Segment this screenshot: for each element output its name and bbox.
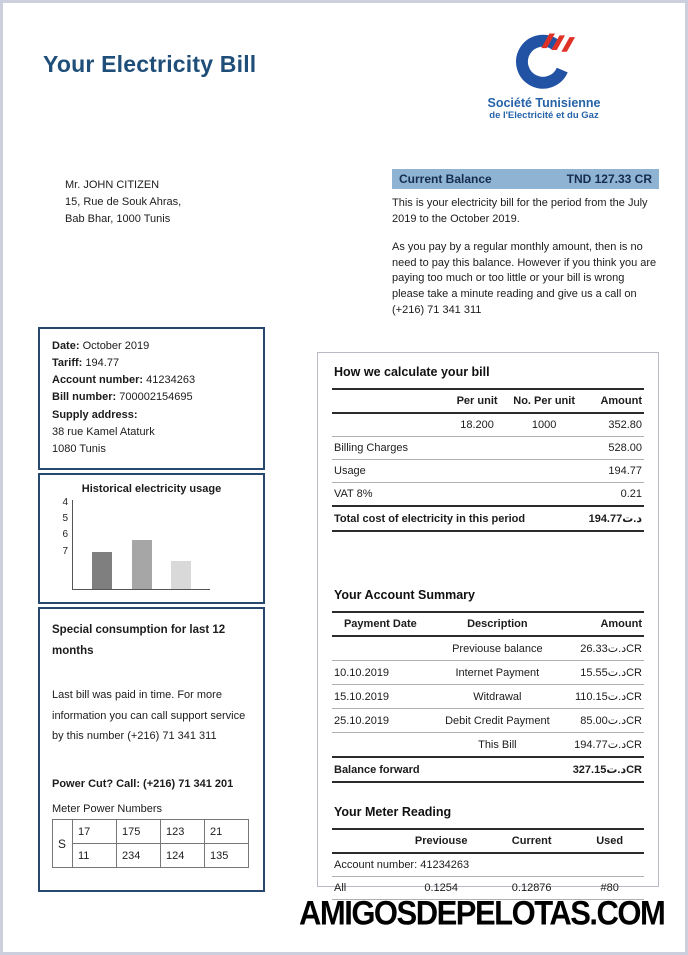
col-header-amount: Amount — [566, 612, 644, 636]
col-header-no-per-unit: No. Per unit — [507, 389, 582, 413]
payment-description: Internet Payment — [429, 661, 566, 685]
payment-amount: د.ت110.15CR — [566, 685, 644, 709]
table-row — [332, 733, 644, 758]
balance-forward-label: Balance forward — [332, 757, 566, 782]
meter-power-numbers-label: Meter Power Numbers — [52, 803, 163, 816]
special-consumption-box — [38, 607, 265, 892]
summary-section-title: Your Account Summary — [334, 588, 475, 602]
table-row — [332, 853, 644, 877]
account-info-box — [38, 327, 265, 470]
current-balance-amount: TND 127.33 CR — [566, 172, 652, 186]
payment-note-text: As you pay by a regular monthly amount, then is no need to pay this balance. However if you think you are paying too much or too little or your bill is wrong please take a minute reading and give us a call on (+216) 71 341 311 — [392, 241, 657, 316]
table-row — [332, 437, 644, 460]
payment-date: 25.10.2019 — [332, 709, 429, 733]
payment-amount: د.ت26.33CR — [566, 636, 644, 661]
meter-row-label: All — [332, 877, 394, 900]
charge-label: Usage — [332, 460, 582, 483]
billing-period-text: This is your electricity bill for the period from the July 2019 to the October 2019. — [392, 197, 648, 225]
col-header-previous: Previouse — [394, 829, 488, 853]
meter-cell: 17 — [73, 820, 117, 844]
table-row — [53, 820, 249, 844]
current-balance-section — [392, 169, 659, 318]
payment-amount: د.ت194.77CR — [566, 733, 644, 758]
table-row — [332, 413, 644, 437]
customer-address-line1: 15, Rue de Souk Ahras, — [65, 196, 182, 209]
table-header-row — [332, 829, 644, 853]
table-row — [332, 709, 644, 733]
meter-section-title: Your Meter Reading — [334, 805, 452, 819]
balance-forward-row — [332, 757, 644, 782]
calc-section-title: How we calculate your bill — [334, 365, 490, 379]
payment-date: 15.10.2019 — [332, 685, 429, 709]
payment-description: This Bill — [429, 733, 566, 758]
historical-usage-chart — [38, 473, 265, 604]
line-amount: 352.80 — [582, 413, 644, 437]
charge-label: VAT 8% — [332, 483, 582, 507]
total-label: Total cost of electricity in this period — [332, 506, 582, 531]
info-line-street: 38 rue Kamel Ataturk — [52, 425, 155, 438]
usage-bar — [92, 552, 112, 589]
meter-account-number: Account number: 41234263 — [332, 853, 644, 877]
page-title: Your Electricity Bill — [43, 51, 257, 77]
col-header-blank — [332, 829, 394, 853]
table-row — [53, 844, 249, 868]
meter-reading-table — [332, 828, 644, 900]
payment-amount: د.ت85.00CR — [566, 709, 644, 733]
meter-cell: 11 — [73, 844, 117, 868]
table-row — [332, 636, 644, 661]
info-line-bill-number: Bill number: 700002154695 — [52, 391, 193, 404]
balance-forward-amount: د.ت327.15CR — [566, 757, 644, 782]
meter-cell: 21 — [205, 820, 249, 844]
charge-label: Billing Charges — [332, 437, 582, 460]
y-tick: 5 — [62, 513, 68, 524]
info-line-account-number: Account number: 41234263 — [52, 374, 196, 387]
payment-amount: د.ت15.55CR — [566, 661, 644, 685]
calc-table — [332, 388, 644, 532]
customer-address-line2: Bab Bhar, 1000 Tunis — [65, 213, 171, 226]
y-tick: 4 — [62, 497, 68, 508]
chart-bars — [72, 500, 210, 590]
payment-date: 10.10.2019 — [332, 661, 429, 685]
payment-description: Witdrawal — [429, 685, 566, 709]
usage-bar — [171, 561, 191, 589]
power-cut-phone: Power Cut? Call: (+216) 71 341 201 — [52, 778, 234, 791]
col-header-blank — [332, 389, 447, 413]
col-header-payment-date: Payment Date — [332, 612, 429, 636]
chart-title: Historical electricity usage — [81, 483, 222, 495]
logo-company-subtitle: de l'Electricité et du Gaz — [489, 110, 599, 121]
meter-previous-value: 0.1254 — [394, 877, 488, 900]
table-row — [332, 661, 644, 685]
col-header-per-unit: Per unit — [447, 389, 506, 413]
steg-logo-icon — [502, 31, 586, 89]
col-header-current: Current — [488, 829, 575, 853]
table-row — [332, 483, 644, 507]
meter-corner-cell: S — [53, 820, 73, 868]
chart-y-axis — [56, 497, 72, 590]
meter-power-numbers-table — [52, 819, 249, 868]
meter-used-value: #80 — [575, 877, 644, 900]
total-amount: د.ت194.77 — [582, 506, 644, 531]
customer-address-block — [65, 177, 181, 228]
payment-date — [332, 636, 429, 661]
charge-amount: 0.21 — [582, 483, 644, 507]
col-header-amount: Amount — [582, 389, 644, 413]
charge-amount: 194.77 — [582, 460, 644, 483]
col-header-description: Description — [429, 612, 566, 636]
y-tick: 6 — [62, 529, 68, 540]
table-row — [332, 685, 644, 709]
meter-cell: 175 — [117, 820, 161, 844]
table-header-row — [332, 389, 644, 413]
meter-cell: 123 — [161, 820, 205, 844]
total-row — [332, 506, 644, 531]
meter-cell: 124 — [161, 844, 205, 868]
table-row — [332, 460, 644, 483]
info-line-city: 1080 Tunis — [52, 442, 106, 455]
payment-description: Debit Credit Payment — [429, 709, 566, 733]
current-balance-label: Current Balance — [399, 172, 492, 186]
y-tick: 7 — [62, 546, 68, 557]
meter-current-value: 0.12876 — [488, 877, 575, 900]
chart-plot-area — [56, 497, 263, 590]
info-line-supply-address: Supply address: — [52, 408, 138, 421]
site-watermark: AMIGOSDEPELOTAS.COM — [299, 893, 665, 933]
account-summary-table — [332, 611, 644, 783]
usage-bar — [132, 540, 152, 589]
table-header-row — [332, 612, 644, 636]
current-balance-header — [392, 169, 659, 189]
per-unit-value: 18.200 — [447, 413, 506, 437]
col-header-used: Used — [575, 829, 644, 853]
info-line-tariff: Tariff: 194.77 — [52, 357, 120, 370]
no-per-unit-value: 1000 — [507, 413, 582, 437]
payment-date — [332, 733, 429, 758]
meter-cell: 234 — [117, 844, 161, 868]
payment-description: Previouse balance — [429, 636, 566, 661]
meter-cell: 135 — [205, 844, 249, 868]
steg-logo — [455, 31, 633, 121]
logo-company-name: Société Tunisienne — [487, 96, 601, 110]
support-info-text: Last bill was paid in time. For more information you can call support service by this number (+216) 71 341 311 — [52, 689, 246, 743]
bill-details-panel — [317, 352, 659, 894]
info-line-date: Date: October 2019 — [52, 340, 150, 352]
charge-amount: 528.00 — [582, 437, 644, 460]
customer-name: Mr. JOHN CITIZEN — [65, 179, 160, 191]
special-consumption-heading: Special consumption for last 12 months — [52, 624, 226, 657]
